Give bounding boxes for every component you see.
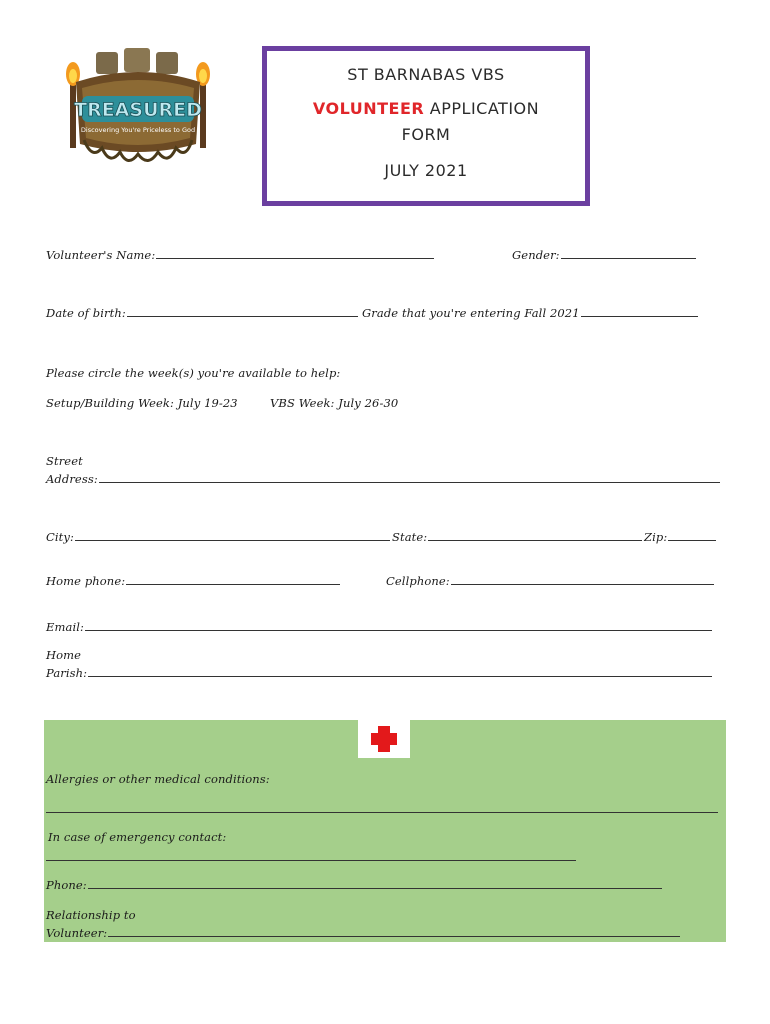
allergies-field[interactable]	[46, 812, 718, 813]
dob-row	[46, 306, 358, 320]
weeks-prompt: Please circle the week(s) you're available to help:	[46, 366, 341, 380]
emergency-label: In case of emergency contact:	[48, 830, 227, 844]
home-phone-label: Home phone:	[46, 574, 126, 588]
grade-label: Grade that you're entering Fall 2021	[362, 306, 580, 320]
street-row	[46, 472, 720, 486]
city-row	[46, 530, 390, 544]
title-line-3: FORM	[401, 125, 451, 144]
medical-phone-row	[46, 878, 662, 892]
state-field[interactable]	[428, 540, 642, 541]
medical-phone-field[interactable]	[88, 888, 662, 889]
street-label-2: Address:	[46, 472, 98, 486]
city-label: City:	[46, 530, 74, 544]
state-row	[392, 530, 642, 544]
relationship-row	[46, 926, 680, 940]
dob-label: Date of birth:	[46, 306, 126, 320]
form-title-box	[262, 46, 590, 206]
allergies-label: Allergies or other medical conditions:	[46, 772, 270, 786]
relationship-label-2: Volunteer:	[46, 926, 108, 940]
title-line-2-rest: APPLICATION	[424, 99, 540, 118]
medical-cross-badge	[358, 720, 410, 758]
gender-row	[512, 248, 696, 262]
grade-field[interactable]	[581, 316, 698, 317]
week-setup-option[interactable]: Setup/Building Week: July 19-23	[46, 396, 238, 410]
email-label: Email:	[46, 620, 84, 634]
city-field[interactable]	[75, 540, 390, 541]
name-row	[46, 248, 434, 262]
parish-row	[46, 666, 712, 680]
red-cross-icon-bar	[371, 733, 397, 745]
zip-row	[644, 530, 716, 544]
logo-tagline: Discovering You're Priceless to God	[80, 126, 196, 134]
logo-title: TREASURED	[74, 99, 202, 121]
zip-field[interactable]	[668, 540, 716, 541]
state-label: State:	[392, 530, 428, 544]
emergency-field[interactable]	[46, 860, 576, 861]
volunteer-highlight: VOLUNTEER	[312, 99, 425, 118]
name-field[interactable]	[156, 258, 434, 259]
week-vbs-option[interactable]: VBS Week: July 26-30	[270, 396, 399, 410]
relationship-field[interactable]	[108, 936, 680, 937]
street-label-1: Street	[46, 454, 83, 468]
email-field[interactable]	[85, 630, 712, 631]
grade-row	[362, 306, 698, 320]
gender-label: Gender:	[512, 248, 560, 262]
parish-label-2: Parish:	[46, 666, 88, 680]
medical-phone-label: Phone:	[46, 878, 87, 892]
parish-field[interactable]	[88, 676, 712, 677]
street-field[interactable]	[99, 482, 720, 483]
treasured-logo	[62, 48, 214, 172]
title-date: JULY 2021	[384, 161, 468, 180]
email-row	[46, 620, 712, 634]
home-phone-field[interactable]	[126, 584, 340, 585]
gender-field[interactable]	[561, 258, 696, 259]
title-line-1: ST BARNABAS VBS	[347, 65, 505, 84]
home-phone-row	[46, 574, 340, 588]
dob-field[interactable]	[127, 316, 358, 317]
cellphone-label: Cellphone:	[386, 574, 450, 588]
parish-label-1: Home	[46, 648, 82, 662]
cellphone-row	[386, 574, 714, 588]
name-label: Volunteer's Name:	[46, 248, 156, 262]
cellphone-field[interactable]	[451, 584, 714, 585]
title-line-2	[267, 99, 585, 118]
zip-label: Zip:	[644, 530, 668, 544]
relationship-label-1: Relationship to	[46, 908, 136, 922]
